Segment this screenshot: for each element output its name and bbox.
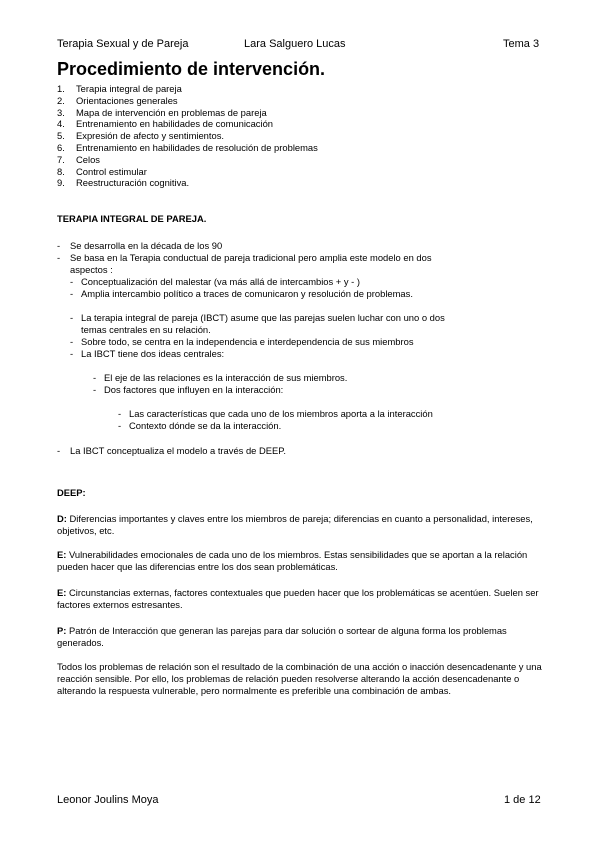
bullet-dash: - — [70, 312, 74, 323]
toc-number: 3. — [57, 106, 65, 118]
deep-paragraph-d — [57, 513, 547, 537]
bullet-text: Se desarrolla en la década de los 90 — [70, 240, 223, 251]
toc-number: 1. — [57, 83, 65, 94]
closing-paragraph: Todos los problemas de relación son el resultado de la combinación de una acción o inacción desencadenante y una reacción sensible. Por ello, los problemas de relación pueden resolverse alterando la acción desencadenante o alterando la respuesta vulnerable, pero normalmente es preferible una combinación de ambas. — [57, 661, 542, 696]
toc-item — [57, 130, 318, 142]
toc-item — [57, 166, 318, 178]
bullet-text: Amplia intercambio político a traces de comunicaron y resolución de problemas. — [81, 288, 413, 299]
toc-text: Entrenamiento en habilidades de resolución de problemas — [76, 141, 318, 153]
header-author: Lara Salguero Lucas — [244, 38, 346, 50]
bullet-continuation: aspectos : — [70, 264, 113, 275]
sub-bullet-item — [70, 336, 414, 348]
toc-number: 9. — [57, 177, 65, 189]
toc-item — [57, 83, 318, 95]
level4-bullet-item — [118, 408, 433, 420]
toc-number: 6. — [57, 141, 65, 153]
bullet-dash: - — [57, 445, 61, 456]
footer-page-number: 1 de 12 — [504, 794, 541, 806]
table-of-contents — [57, 83, 318, 189]
page-title: Procedimiento de intervención. — [57, 59, 326, 79]
section-heading-deep: DEEP: — [57, 487, 86, 498]
toc-text: Orientaciones generales — [76, 94, 178, 106]
header-topic: Tema 3 — [503, 38, 540, 50]
deep-key: P: — [57, 625, 67, 636]
bullet-item — [57, 252, 432, 264]
sub-sub-bullet-item — [93, 384, 283, 396]
toc-number: 7. — [57, 153, 65, 165]
toc-text: Mapa de intervención en problemas de pareja — [76, 106, 267, 118]
bullet-text: La IBCT conceptualiza el modelo a través de DEEP. — [70, 445, 286, 456]
deep-key: D: — [57, 513, 67, 524]
bullet-text: Dos factores que influyen en la interacción: — [104, 384, 284, 395]
sub-sub-bullet-item — [93, 372, 347, 384]
toc-item — [57, 142, 318, 154]
header-course: Terapia Sexual y de Pareja — [57, 38, 189, 50]
bullet-dash: - — [93, 384, 97, 395]
deep-text: Diferencias importantes y claves entre los miembros de pareja; diferencias en cuanto a personalidad, intereses, objetivos, etc. — [57, 513, 533, 536]
toc-item — [57, 107, 318, 119]
deep-text: Circunstancias externas, factores contextuales que pueden hacer que los problemáticas se acentúen. Suelen ser factores externos estresantes. — [57, 587, 539, 610]
footer-name: Leonor Joulins Moya — [57, 794, 159, 806]
toc-text: Reestructuración cognitiva. — [76, 177, 190, 189]
bullet-dash: - — [70, 336, 74, 347]
bullet-dash: - — [57, 252, 61, 263]
toc-item — [57, 118, 318, 130]
toc-text: Control estimular — [76, 165, 147, 177]
deep-key: E: — [57, 587, 67, 598]
bullet-text: Conceptualización del malestar (va más allá de intercambios + y - ) — [81, 276, 361, 287]
sub-bullet-item — [70, 288, 413, 300]
toc-item — [57, 95, 318, 107]
bullet-item — [57, 445, 286, 457]
toc-item — [57, 154, 318, 166]
sub-bullet-item — [70, 348, 224, 360]
sub-bullet-item — [70, 312, 445, 324]
toc-text: Celos — [76, 153, 100, 165]
bullet-text: Se basa en la Terapia conductual de pareja tradicional pero amplia este modelo en dos — [70, 252, 432, 263]
bullet-dash: - — [93, 372, 97, 383]
section-heading-terapia: TERAPIA INTEGRAL DE PAREJA. — [57, 213, 207, 224]
bullet-continuation: temas centrales en su relación. — [81, 324, 211, 335]
toc-text: Entrenamiento en habilidades de comunicación — [76, 118, 274, 130]
bullet-text: La terapia integral de pareja (IBCT) asume que las parejas suelen luchar con uno o dos — [81, 312, 445, 323]
bullet-text: Sobre todo, se centra en la independencia e interdependencia de sus miembros — [81, 336, 414, 347]
bullet-text: El eje de las relaciones es la interacción de sus miembros. — [104, 372, 348, 383]
deep-text: Patrón de Interacción que generan las parejas para dar solución o sortear de alguna forma los problemas generados. — [57, 625, 507, 648]
deep-paragraph-e2 — [57, 587, 547, 611]
bullet-text: Las características que cada uno de los miembros aporta a la interacción — [129, 408, 433, 419]
toc-number: 2. — [57, 94, 65, 106]
toc-number: 5. — [57, 130, 65, 142]
toc-text: Terapia integral de pareja — [76, 83, 182, 94]
toc-number: 4. — [57, 118, 65, 130]
bullet-dash: - — [118, 408, 122, 419]
bullet-dash: - — [57, 240, 61, 251]
bullet-text: Contexto dónde se da la interacción. — [129, 420, 282, 431]
bullet-dash: - — [70, 276, 74, 287]
sub-bullet-item — [70, 276, 360, 288]
bullet-dash: - — [70, 348, 74, 359]
bullet-item — [57, 240, 222, 252]
deep-text: Vulnerabilidades emocionales de cada uno de los miembros. Estas sensibilidades que se aportan a la relación pueden hacer que las diferencias entre los dos sean problemáticas. — [57, 549, 528, 572]
toc-text: Expresión de afecto y sentimientos. — [76, 130, 224, 142]
toc-number: 8. — [57, 165, 65, 177]
toc-item — [57, 177, 318, 189]
deep-paragraph-p — [57, 625, 547, 649]
bullet-text: La IBCT tiene dos ideas centrales: — [81, 348, 225, 359]
bullet-dash: - — [70, 288, 74, 299]
level4-bullet-item — [118, 420, 281, 432]
deep-key: E: — [57, 549, 67, 560]
bullet-dash: - — [118, 420, 122, 431]
deep-paragraph-e1 — [57, 549, 547, 573]
